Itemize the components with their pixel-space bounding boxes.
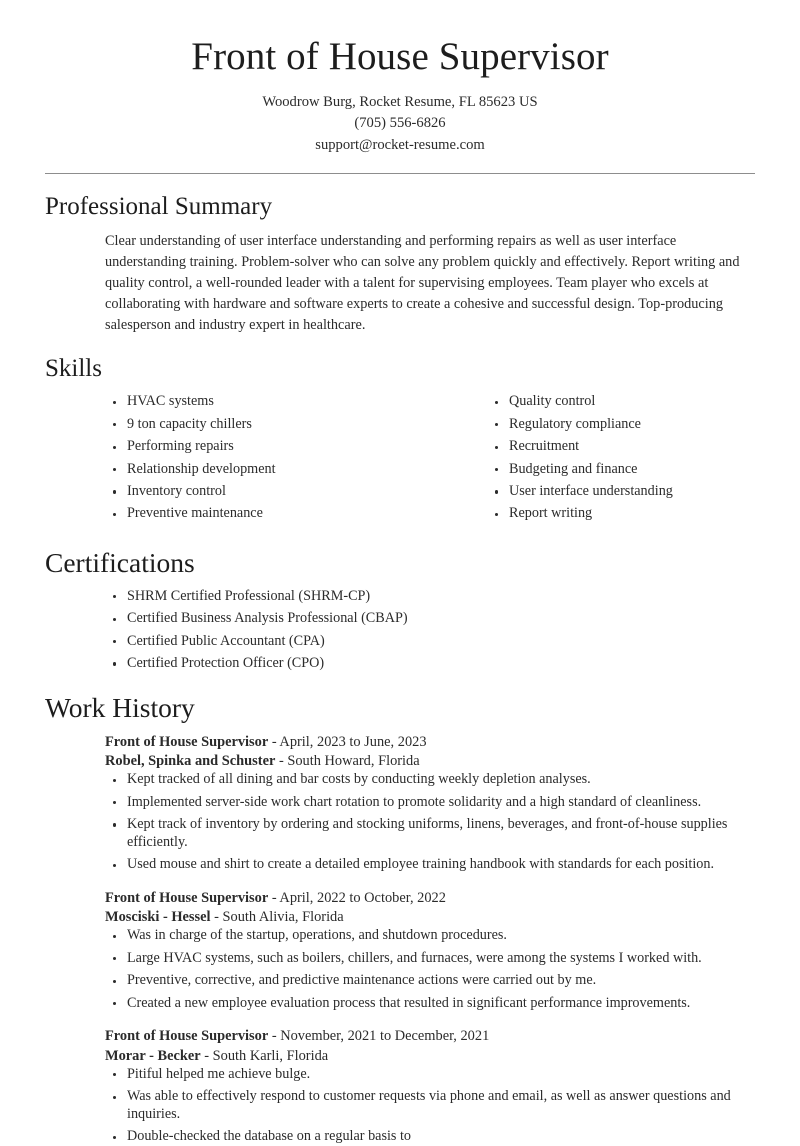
page-title: Front of House Supervisor	[191, 35, 609, 78]
list-item: HVAC systems	[105, 393, 430, 411]
skills-list-right	[487, 393, 755, 523]
list-item: 9 ton capacity chillers	[105, 416, 430, 434]
job-company: Mosciski - Hessel	[105, 909, 211, 926]
job-company-line	[105, 1047, 755, 1066]
header-divider	[45, 173, 755, 174]
work-history-body	[45, 733, 755, 1146]
skills-columns	[105, 393, 755, 527]
list-item: Pitiful helped me achieve bulge.	[105, 1066, 755, 1084]
list-item: Inventory control	[105, 483, 430, 501]
list-item: SHRM Certified Professional (SHRM-CP)	[105, 588, 755, 606]
list-item: User interface understanding	[487, 483, 755, 501]
professional-summary-text: Clear understanding of user interface understanding and performing repairs as well as user interface understanding training. Problem-solver who can solve any problem quickly and effectively. Report writing and quality control, a well-rounded leader with a talent for supervising employees. Team player who excels at collaborating with hardware and software experts to create a cohesive and successful design. Top-producing salesperson and industry expert in healthcare.	[105, 233, 740, 334]
contact-email: support@rocket-resume.com	[315, 136, 485, 153]
job-dates: - November, 2021 to December, 2021	[268, 1028, 490, 1045]
list-item: Kept tracked of all dining and bar costs by conducting weekly depletion analyses.	[105, 771, 755, 789]
list-item: Implemented server-side work chart rotation to promote solidarity and a high standard of cleanliness.	[105, 794, 755, 812]
work-history-entry	[105, 733, 755, 874]
job-dates: - April, 2023 to June, 2023	[268, 733, 427, 750]
job-title-line	[105, 889, 755, 908]
list-item: Kept track of inventory by ordering and stocking uniforms, linens, beverages, and front-of-house supplies efficiently.	[105, 816, 755, 852]
list-item: Double-checked the database on a regular basis to	[105, 1128, 755, 1146]
contact-address: Woodrow Burg, Rocket Resume, FL 85623 US	[262, 94, 538, 111]
list-item: Preventive maintenance	[105, 505, 430, 523]
list-item: Regulatory compliance	[487, 416, 755, 434]
work-history-entry	[105, 889, 755, 1012]
job-company: Morar - Becker	[105, 1047, 201, 1064]
list-item: Used mouse and shirt to create a detailed employee training handbook with standards for each position.	[105, 856, 755, 874]
list-item: Relationship development	[105, 461, 430, 479]
work-history-entry	[105, 1027, 755, 1146]
professional-summary-body	[45, 231, 755, 336]
list-item: Was in charge of the startup, operations, and shutdown procedures.	[105, 927, 755, 945]
skills-column-right	[430, 393, 755, 527]
job-location: - South Karli, Florida	[200, 1047, 329, 1064]
skills-column-left	[105, 393, 430, 527]
section-skills	[45, 354, 755, 527]
list-item: Budgeting and finance	[487, 461, 755, 479]
list-item: Was able to effectively respond to customer requests via phone and email, as well as answer questions and inquiries.	[105, 1088, 755, 1124]
job-title: Front of House Supervisor	[105, 890, 269, 907]
list-item: Certified Public Accountant (CPA)	[105, 633, 755, 651]
section-heading-professional-summary: Professional Summary	[45, 193, 273, 221]
job-location: - South Howard, Florida	[275, 752, 420, 769]
certifications-body	[45, 588, 755, 673]
list-item: Recruitment	[487, 438, 755, 456]
job-title-line	[105, 733, 755, 752]
job-company-line	[105, 752, 755, 771]
section-heading-work-history: Work History	[45, 691, 195, 723]
job-title-line	[105, 1027, 755, 1046]
job-bullet-list	[105, 1066, 755, 1146]
skills-list-left	[105, 393, 430, 523]
job-title: Front of House Supervisor	[105, 733, 269, 750]
list-item: Performing repairs	[105, 438, 430, 456]
section-professional-summary	[45, 192, 755, 336]
list-item: Quality control	[487, 393, 755, 411]
section-heading-skills: Skills	[45, 355, 102, 383]
section-certifications	[45, 546, 755, 673]
list-item: Large HVAC systems, such as boilers, chillers, and furnaces, were among the systems I worked with.	[105, 950, 755, 968]
list-item: Report writing	[487, 505, 755, 523]
list-item: Certified Protection Officer (CPO)	[105, 655, 755, 673]
resume-header	[45, 0, 755, 174]
section-work-history	[45, 691, 755, 1146]
list-item: Certified Business Analysis Professional (CBAP)	[105, 610, 755, 628]
job-company: Robel, Spinka and Schuster	[105, 752, 276, 769]
skills-body	[45, 393, 755, 527]
contact-phone: (705) 556-6826	[354, 115, 446, 132]
section-heading-certifications: Certifications	[45, 546, 195, 578]
job-location: - South Alivia, Florida	[210, 909, 344, 926]
certifications-list	[105, 588, 755, 673]
job-dates: - April, 2022 to October, 2022	[268, 890, 446, 907]
list-item: Preventive, corrective, and predictive maintenance actions were carried out by me.	[105, 972, 755, 990]
job-bullet-list	[105, 771, 755, 874]
job-company-line	[105, 908, 755, 927]
list-item: Created a new employee evaluation process that resulted in significant performance improvements.	[105, 995, 755, 1013]
job-title: Front of House Supervisor	[105, 1028, 269, 1045]
job-bullet-list	[105, 927, 755, 1012]
